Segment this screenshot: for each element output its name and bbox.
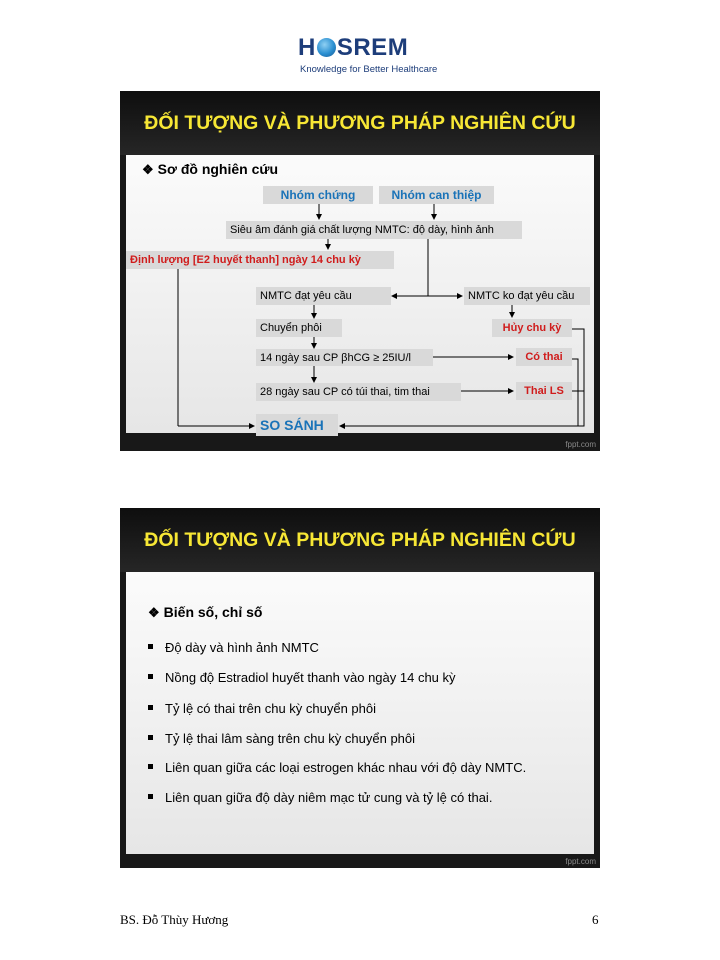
list-item: Nồng độ Estradiol huyết thanh vào ngày 14 chu kỳ xyxy=(148,670,456,685)
globe-icon xyxy=(317,38,336,57)
diamond-bullet-icon: ❖ xyxy=(148,605,160,620)
list-item: Độ dày và hình ảnh NMTC xyxy=(148,640,319,655)
box-intervention-group: Nhóm can thiệp xyxy=(379,186,494,204)
logo-wordmark xyxy=(298,34,408,62)
slide-2-content xyxy=(126,572,594,854)
logo-letter-h: H xyxy=(298,34,316,61)
list-item: Tỷ lệ có thai trên chu kỳ chuyển phôi xyxy=(148,701,376,716)
slide-1-title: ĐỐI TƯỢNG VÀ PHƯƠNG PHÁP NGHIÊN CỨU xyxy=(120,91,600,155)
box-embryo-transfer: Chuyển phôi xyxy=(256,319,342,337)
box-nmtc-meets: NMTC đạt yêu cầu xyxy=(256,287,391,305)
slide-1 xyxy=(120,91,600,451)
diamond-bullet-icon: ❖ xyxy=(142,162,154,177)
square-bullet-icon xyxy=(148,764,153,769)
square-bullet-icon xyxy=(148,735,153,740)
fppt-watermark: fppt.com xyxy=(565,440,596,449)
logo-letters-srem: SREM xyxy=(336,34,409,61)
footer-author: BS. Đỗ Thùy Hương xyxy=(120,912,229,927)
fppt-watermark: fppt.com xyxy=(565,857,596,866)
square-bullet-icon xyxy=(148,705,153,710)
box-clinical-pregnancy: Thai LS xyxy=(516,382,572,400)
box-sac-check: 28 ngày sau CP có túi thai, tim thai xyxy=(256,383,461,401)
section-heading-variables xyxy=(148,604,262,621)
square-bullet-icon xyxy=(148,674,153,679)
section-heading-text: Biến số, chỉ số xyxy=(163,604,263,620)
list-item: Liên quan giữa các loại estrogen khác nhau với độ dày NMTC. xyxy=(148,760,526,775)
line-cancel-to-compare xyxy=(344,329,584,426)
box-compare: SO SÁNH xyxy=(256,414,338,436)
logo-tagline: Knowledge for Better Healthcare xyxy=(300,64,438,75)
box-pregnant: Có thai xyxy=(516,348,572,366)
box-nmtc-not-meets: NMTC ko đạt yêu cầu xyxy=(464,287,590,305)
line-pregnant-to-compare xyxy=(572,359,578,426)
page-number: 6 xyxy=(592,912,599,927)
box-ultrasound: Siêu âm đánh giá chất lượng NMTC: độ dày, hình ảnh xyxy=(226,221,522,239)
box-bhcg-check: 14 ngày sau CP βhCG ≥ 25IU/l xyxy=(256,349,433,366)
slide-2-title: ĐỐI TƯỢNG VÀ PHƯƠNG PHÁP NGHIÊN CỨU xyxy=(120,508,600,572)
square-bullet-icon xyxy=(148,794,153,799)
list-item: Liên quan giữa độ dày niêm mạc tử cung và tỷ lệ có thai. xyxy=(148,790,492,805)
box-cancel-cycle: Hủy chu kỳ xyxy=(492,319,572,337)
list-item: Tỷ lệ thai lâm sàng trên chu kỳ chuyển phôi xyxy=(148,731,415,746)
slide-1-content xyxy=(126,155,594,433)
square-bullet-icon xyxy=(148,644,153,649)
box-control-group: Nhóm chứng xyxy=(263,186,373,204)
section-heading-text: Sơ đồ nghiên cứu xyxy=(157,161,279,177)
slide-2 xyxy=(120,508,600,868)
hosrem-logo xyxy=(298,34,438,76)
box-e2-measure: Định lượng [E2 huyết thanh] ngày 14 chu kỳ xyxy=(126,251,394,269)
